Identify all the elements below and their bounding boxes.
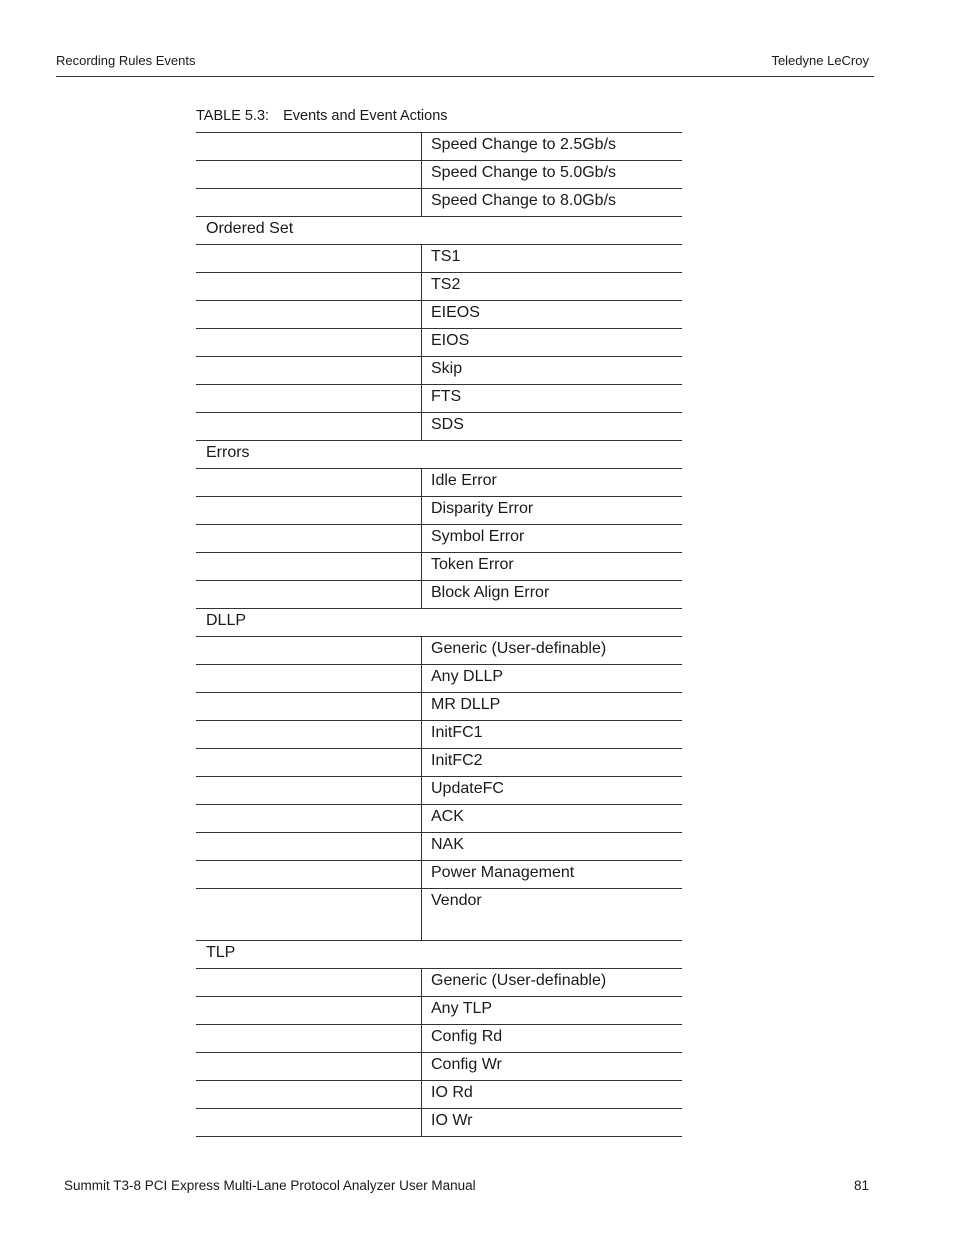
event-cell <box>421 861 682 888</box>
empty-cell <box>196 1053 421 1080</box>
event-cell <box>421 161 682 188</box>
table-row <box>196 1053 682 1081</box>
event-label: UpdateFC <box>431 780 504 797</box>
table-row <box>196 665 682 693</box>
event-cell <box>421 969 682 996</box>
empty-cell <box>196 833 421 860</box>
empty-cell <box>196 805 421 832</box>
event-label: Idle Error <box>431 472 497 489</box>
event-cell <box>421 329 682 356</box>
running-header-company: Teledyne LeCroy <box>771 53 869 68</box>
event-cell <box>421 497 682 524</box>
table-row <box>196 497 682 525</box>
table-row <box>196 133 682 161</box>
event-label: InitFC2 <box>431 752 483 769</box>
event-cell <box>421 189 682 216</box>
event-label: MR DLLP <box>431 696 501 713</box>
event-label: ACK <box>431 808 464 825</box>
event-label: Block Align Error <box>431 584 550 601</box>
event-cell <box>421 997 682 1024</box>
table-row <box>196 245 682 273</box>
event-label: InitFC1 <box>431 724 483 741</box>
event-cell <box>421 581 682 608</box>
empty-cell <box>196 997 421 1024</box>
table-row <box>196 889 682 941</box>
header-divider <box>56 76 874 77</box>
event-cell <box>421 805 682 832</box>
event-label: IO Wr <box>431 1112 473 1129</box>
event-label: Power Management <box>431 864 575 881</box>
table-row <box>196 385 682 413</box>
table-row <box>196 553 682 581</box>
table-row <box>196 1081 682 1109</box>
empty-cell <box>196 665 421 692</box>
empty-cell <box>196 469 421 496</box>
empty-cell <box>196 497 421 524</box>
empty-cell <box>196 553 421 580</box>
table-row <box>196 833 682 861</box>
event-cell <box>421 1025 682 1052</box>
table-row <box>196 693 682 721</box>
table-row <box>196 413 682 441</box>
empty-cell <box>196 969 421 996</box>
event-label: TS2 <box>431 276 461 293</box>
empty-cell <box>196 777 421 804</box>
table-row <box>196 997 682 1025</box>
event-label: Any DLLP <box>431 668 504 685</box>
empty-cell <box>196 385 421 412</box>
table-row <box>196 1109 682 1137</box>
running-header-section: Recording Rules Events <box>56 53 196 68</box>
table-row <box>196 301 682 329</box>
event-cell <box>421 777 682 804</box>
empty-cell <box>196 525 421 552</box>
table-row <box>196 721 682 749</box>
empty-cell <box>196 749 421 776</box>
table-caption <box>196 108 448 124</box>
event-label: FTS <box>431 388 462 405</box>
event-label: Config Rd <box>431 1028 503 1045</box>
empty-cell <box>196 329 421 356</box>
event-cell <box>421 693 682 720</box>
table-row <box>196 805 682 833</box>
empty-cell <box>196 637 421 664</box>
event-cell <box>421 1053 682 1080</box>
events-table <box>196 132 682 1137</box>
event-label: Token Error <box>431 556 514 573</box>
table-row <box>196 861 682 889</box>
event-cell <box>421 469 682 496</box>
category-label: Errors <box>206 444 250 461</box>
category-row <box>196 217 682 245</box>
category-label: Ordered Set <box>206 220 294 237</box>
table-row <box>196 1025 682 1053</box>
empty-cell <box>196 357 421 384</box>
table-row <box>196 525 682 553</box>
empty-cell <box>196 693 421 720</box>
empty-cell <box>196 245 421 272</box>
event-label: Disparity Error <box>431 500 534 517</box>
event-cell <box>421 553 682 580</box>
event-label: Config Wr <box>431 1056 502 1073</box>
event-cell <box>421 301 682 328</box>
table-row <box>196 777 682 805</box>
table-row <box>196 189 682 217</box>
empty-cell <box>196 273 421 300</box>
event-cell <box>421 749 682 776</box>
event-label: Vendor <box>431 892 482 909</box>
empty-cell <box>196 161 421 188</box>
empty-cell <box>196 581 421 608</box>
event-cell <box>421 245 682 272</box>
event-cell <box>421 413 682 440</box>
table-row <box>196 161 682 189</box>
event-label: IO Rd <box>431 1084 473 1101</box>
category-row <box>196 609 682 637</box>
table-row <box>196 969 682 997</box>
event-label: Speed Change to 8.0Gb/s <box>431 192 617 209</box>
event-label: SDS <box>431 416 464 433</box>
empty-cell <box>196 189 421 216</box>
table-row <box>196 581 682 609</box>
event-cell <box>421 1109 682 1136</box>
category-row <box>196 941 682 969</box>
event-cell <box>421 665 682 692</box>
category-row <box>196 441 682 469</box>
event-label: Generic (User-definable) <box>431 972 607 989</box>
table-row <box>196 357 682 385</box>
event-cell <box>421 721 682 748</box>
table-row <box>196 469 682 497</box>
event-cell <box>421 357 682 384</box>
category-label: TLP <box>206 944 236 961</box>
event-label: Skip <box>431 360 463 377</box>
empty-cell <box>196 1109 421 1136</box>
empty-cell <box>196 133 421 160</box>
event-cell <box>421 1081 682 1108</box>
empty-cell <box>196 413 421 440</box>
table-caption-title: Events and Event Actions <box>283 108 448 124</box>
event-cell <box>421 273 682 300</box>
event-label: Any TLP <box>431 1000 493 1017</box>
event-label: Speed Change to 2.5Gb/s <box>431 136 617 153</box>
footer-manual-title: Summit T3-8 PCI Express Multi-Lane Protocol Analyzer User Manual <box>64 1178 476 1193</box>
table-row <box>196 637 682 665</box>
page-number: 81 <box>853 1178 869 1193</box>
empty-cell <box>196 1025 421 1052</box>
event-cell <box>421 525 682 552</box>
event-cell <box>421 889 682 940</box>
table-row <box>196 749 682 777</box>
event-label: Speed Change to 5.0Gb/s <box>431 164 617 181</box>
empty-cell <box>196 889 421 940</box>
empty-cell <box>196 861 421 888</box>
table-caption-number: TABLE 5.3: <box>196 108 270 124</box>
category-label: DLLP <box>206 612 247 629</box>
event-label: Symbol Error <box>431 528 525 545</box>
event-label: TS1 <box>431 248 461 265</box>
event-cell <box>421 833 682 860</box>
event-label: NAK <box>431 836 464 853</box>
empty-cell <box>196 721 421 748</box>
empty-cell <box>196 301 421 328</box>
table-row <box>196 273 682 301</box>
event-cell <box>421 385 682 412</box>
table-row <box>196 329 682 357</box>
event-label: Generic (User-definable) <box>431 640 607 657</box>
event-label: EIOS <box>431 332 470 349</box>
empty-cell <box>196 1081 421 1108</box>
event-label: EIEOS <box>431 304 480 321</box>
event-cell <box>421 637 682 664</box>
event-cell <box>421 133 682 160</box>
